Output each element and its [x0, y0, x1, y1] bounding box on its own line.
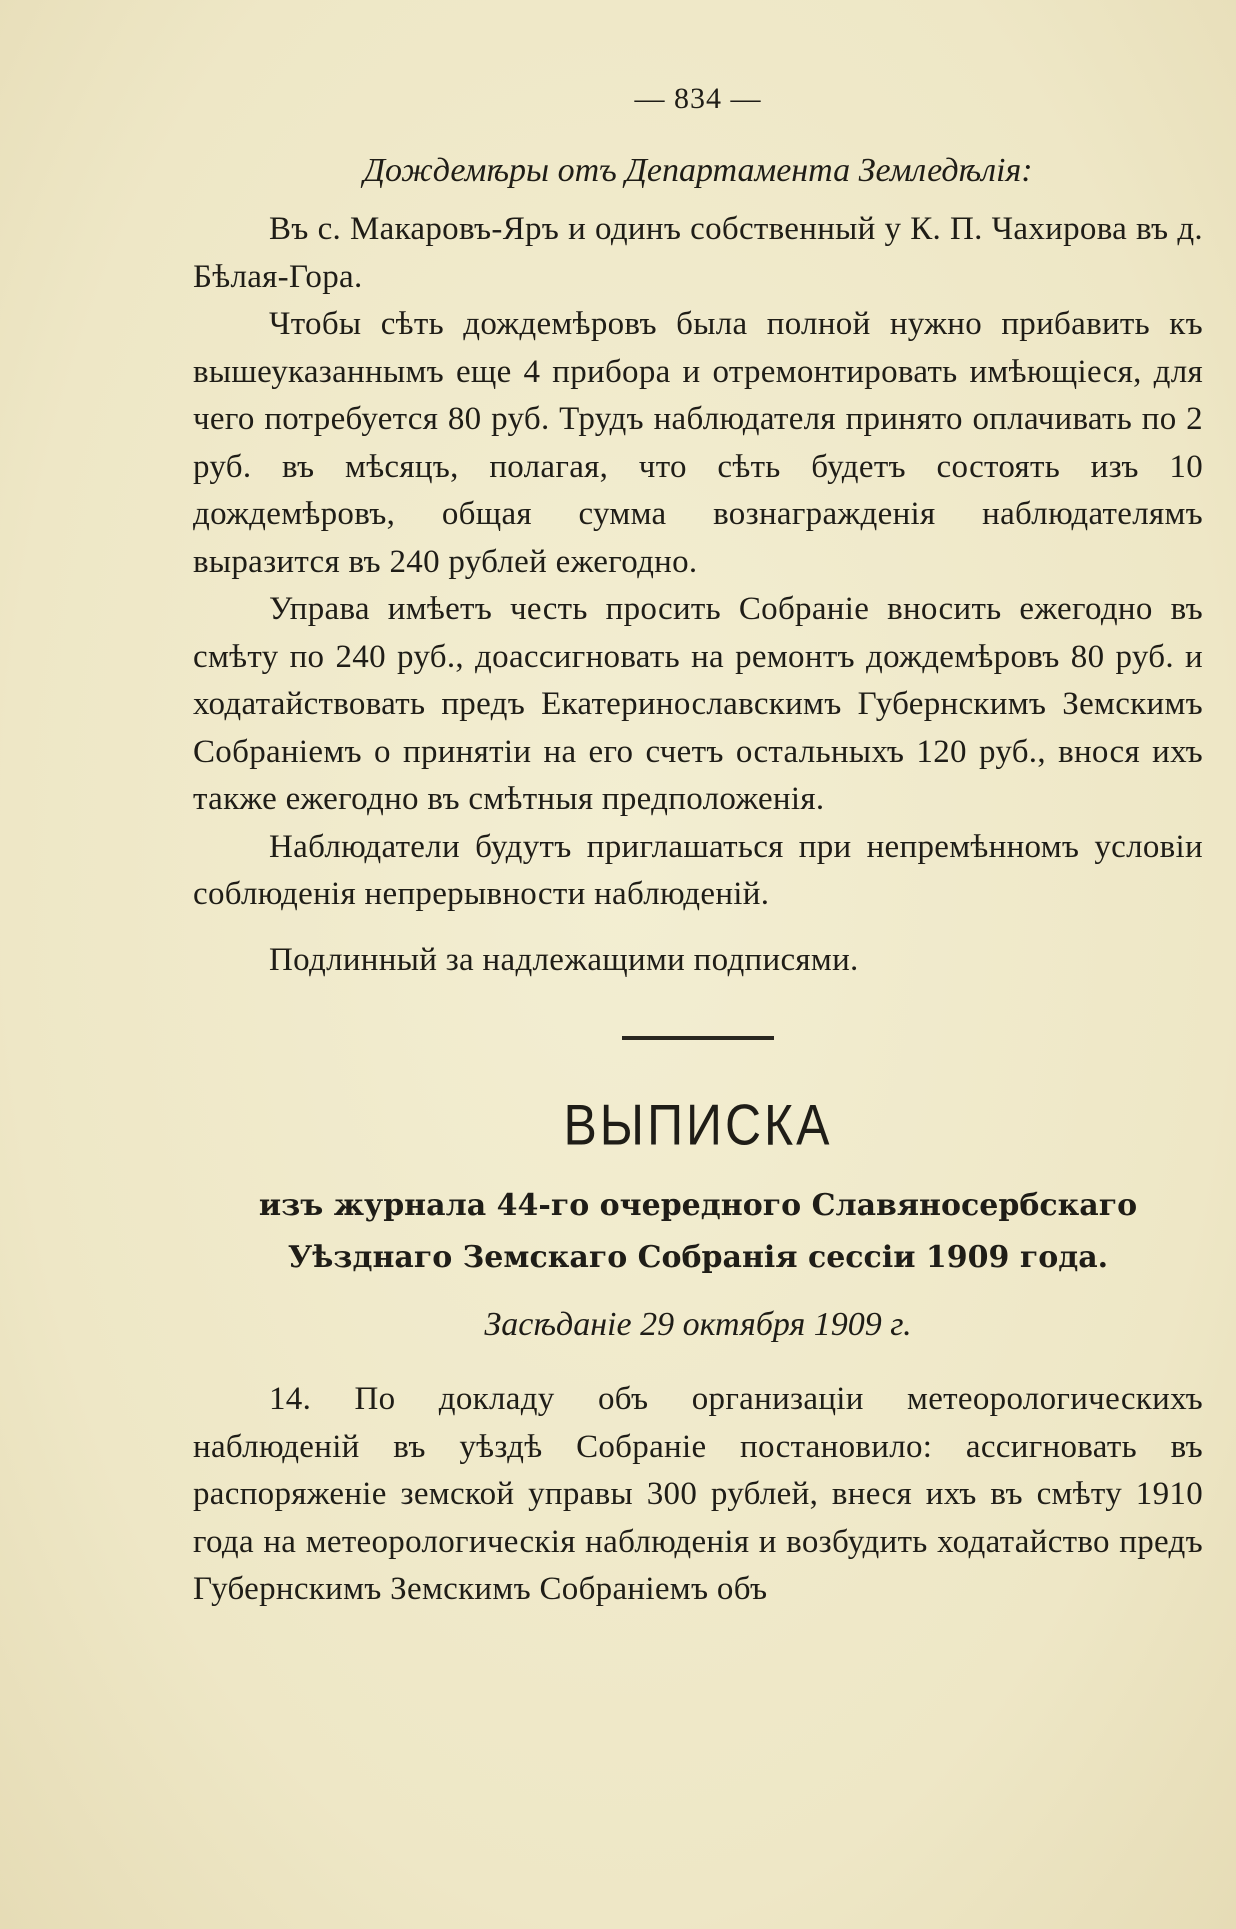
paragraph: Въ с. Макаровъ-Яръ и одинъ собственный у К. П. Чахирова въ д. Бѣлая-Гора.	[193, 211, 1203, 295]
page-content	[193, 82, 1203, 1614]
section-heading: Дождемѣры отъ Департамента Земледѣлія:	[363, 152, 1033, 189]
paragraph: Наблюдатели будутъ приглашаться при непремѣнномъ условіи соблюденія непрерывности наблюденій.	[193, 828, 1203, 912]
extract-subtitle: изъ журнала 44-го очередного Славяносербскаго Уѣзднаго Земскаго Собранія сессіи 1909 года.	[258, 1188, 1138, 1275]
signature-note: Подлинный за надлежащими подписями.	[269, 941, 859, 978]
extract-title: ВЫПИСКА	[563, 1092, 833, 1158]
section-divider	[622, 1036, 774, 1040]
session-date: Засѣданіе 29 октября 1909 г.	[484, 1306, 912, 1343]
paragraph: Управа имѣетъ честь просить Собраніе вносить ежегодно въ смѣту по 240 руб., доассигновать на ремонтъ дождемѣровъ 80 руб. и ходатайствовать предъ Екатеринославскимъ Губернскимъ Земскимъ Собраніемъ о принятіи на его счетъ остальныхъ 120 руб., внося ихъ также ежегодно въ смѣтныя предположенія.	[193, 591, 1203, 817]
paragraph: Чтобы сѣть дождемѣровъ была полной нужно прибавить къ вышеуказаннымъ еще 4 прибора и отремонтировать имѣющіеся, для чего потребуется 80 руб. Трудъ наблюдателя принято оплачивать по 2 руб. въ мѣсяцъ, полагая, что сѣть будетъ состоять изъ 10 дождемѣровъ, общая сумма вознагражденія наблюдателямъ выразится въ 240 рублей ежегодно.	[193, 306, 1203, 580]
page-number: — 834 —	[634, 82, 762, 115]
resolution-paragraph: 14. По докладу объ организаціи метеорологическихъ наблюденій въ уѣздѣ Собраніе постановило: ассигновать въ распоряженіе земской управы 300 рублей, внеся ихъ въ смѣту 1910 года на метеорологическія наблюденія и возбудить ходатайство предъ Губернскимъ Земскимъ Собраніемъ объ	[193, 1381, 1203, 1607]
